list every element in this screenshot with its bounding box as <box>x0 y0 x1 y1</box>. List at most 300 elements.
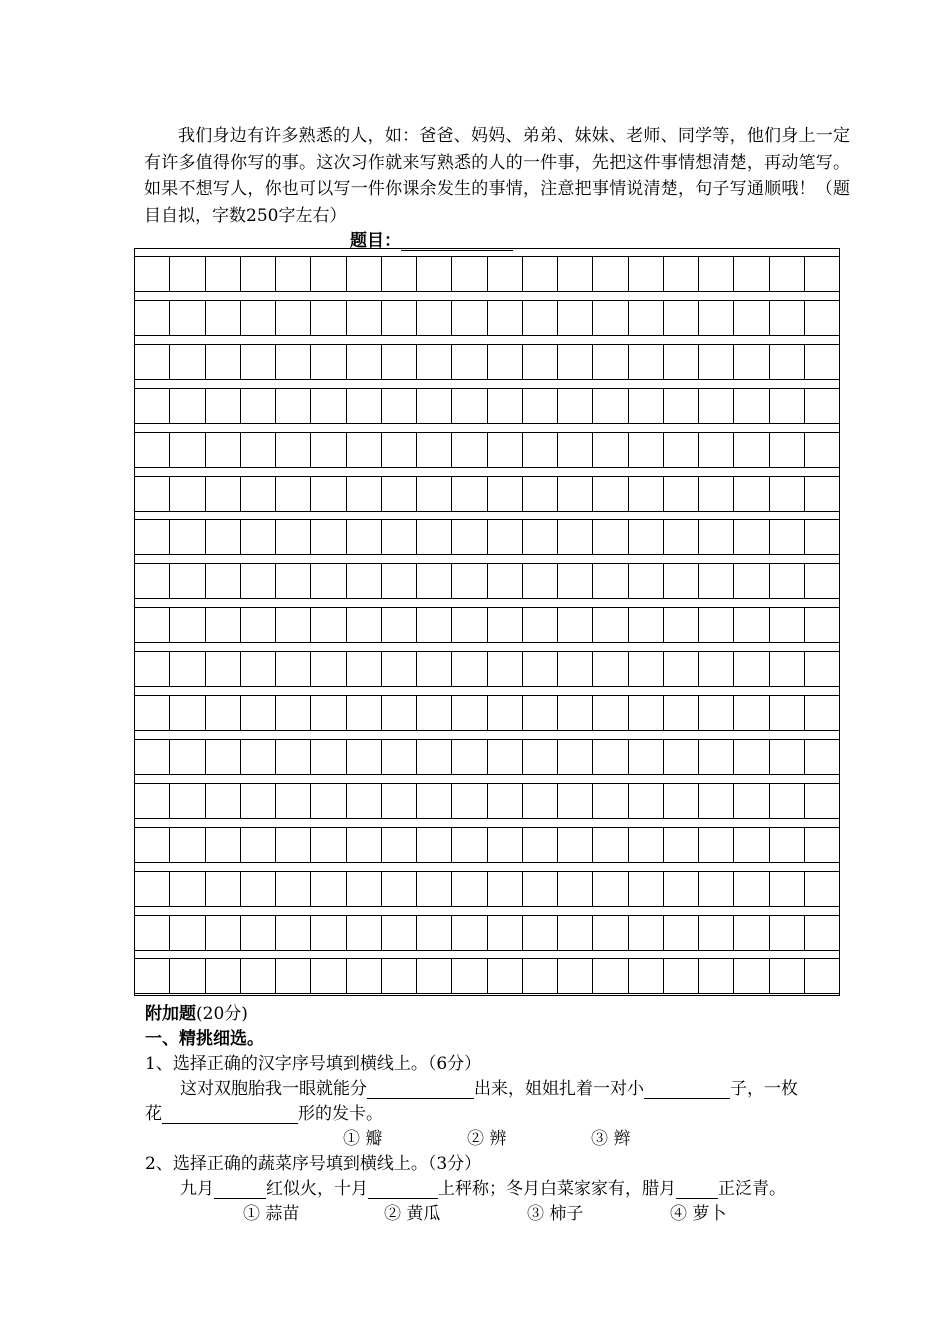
grid-cell[interactable] <box>169 300 204 336</box>
grid-cell[interactable] <box>769 300 804 336</box>
grid-cell[interactable] <box>416 607 451 643</box>
grid-cell[interactable] <box>769 695 804 731</box>
grid-cell[interactable] <box>487 871 522 907</box>
grid-cell[interactable] <box>557 476 592 512</box>
grid-cell[interactable] <box>381 388 416 424</box>
grid-cell[interactable] <box>275 915 310 951</box>
grid-cell[interactable] <box>733 432 768 468</box>
grid-cell[interactable] <box>522 871 557 907</box>
grid-cell[interactable] <box>451 300 486 336</box>
grid-cell[interactable] <box>346 739 381 775</box>
grid-cell[interactable] <box>663 344 698 380</box>
grid-cell[interactable] <box>416 563 451 599</box>
grid-cell[interactable] <box>592 783 627 819</box>
grid-cell[interactable] <box>381 958 416 994</box>
grid-cell[interactable] <box>557 958 592 994</box>
grid-cell[interactable] <box>557 563 592 599</box>
grid-cell[interactable] <box>733 871 768 907</box>
grid-cell[interactable] <box>135 344 169 380</box>
grid-cell[interactable] <box>487 695 522 731</box>
grid-cell[interactable] <box>804 651 839 687</box>
grid-cell[interactable] <box>310 256 345 292</box>
grid-cell[interactable] <box>733 827 768 863</box>
grid-cell[interactable] <box>135 432 169 468</box>
grid-cell[interactable] <box>240 607 275 643</box>
grid-cell[interactable] <box>804 958 839 994</box>
grid-cell[interactable] <box>346 388 381 424</box>
grid-cell[interactable] <box>733 388 768 424</box>
grid-cell[interactable] <box>451 519 486 555</box>
grid-cell[interactable] <box>628 827 663 863</box>
grid-cell[interactable] <box>557 300 592 336</box>
grid-cell[interactable] <box>628 607 663 643</box>
grid-cell[interactable] <box>451 432 486 468</box>
grid-cell[interactable] <box>487 827 522 863</box>
grid-cell[interactable] <box>769 783 804 819</box>
grid-cell[interactable] <box>592 300 627 336</box>
grid-cell[interactable] <box>135 871 169 907</box>
grid-cell[interactable] <box>346 915 381 951</box>
grid-cell[interactable] <box>240 432 275 468</box>
grid-cell[interactable] <box>346 827 381 863</box>
grid-cell[interactable] <box>451 783 486 819</box>
grid-cell[interactable] <box>346 783 381 819</box>
grid-cell[interactable] <box>275 388 310 424</box>
grid-cell[interactable] <box>663 871 698 907</box>
grid-cell[interactable] <box>381 256 416 292</box>
grid-cell[interactable] <box>522 783 557 819</box>
grid-cell[interactable] <box>346 519 381 555</box>
grid-cell[interactable] <box>169 344 204 380</box>
grid-cell[interactable] <box>346 563 381 599</box>
grid-cell[interactable] <box>381 432 416 468</box>
grid-cell[interactable] <box>769 607 804 643</box>
grid-cell[interactable] <box>557 739 592 775</box>
grid-cell[interactable] <box>804 344 839 380</box>
grid-cell[interactable] <box>663 827 698 863</box>
grid-cell[interactable] <box>310 739 345 775</box>
grid-cell[interactable] <box>769 388 804 424</box>
grid-cell[interactable] <box>487 958 522 994</box>
grid-cell[interactable] <box>663 476 698 512</box>
grid-cell[interactable] <box>275 344 310 380</box>
grid-cell[interactable] <box>240 256 275 292</box>
grid-cell[interactable] <box>416 344 451 380</box>
grid-cell[interactable] <box>381 783 416 819</box>
grid-cell[interactable] <box>310 915 345 951</box>
grid-cell[interactable] <box>733 256 768 292</box>
grid-cell[interactable] <box>592 256 627 292</box>
grid-cell[interactable] <box>169 958 204 994</box>
grid-cell[interactable] <box>698 958 733 994</box>
grid-cell[interactable] <box>663 607 698 643</box>
grid-cell[interactable] <box>346 871 381 907</box>
q1-blank-1[interactable] <box>367 1081 474 1099</box>
grid-cell[interactable] <box>346 695 381 731</box>
grid-cell[interactable] <box>381 651 416 687</box>
grid-cell[interactable] <box>804 519 839 555</box>
grid-cell[interactable] <box>346 607 381 643</box>
grid-cell[interactable] <box>205 519 240 555</box>
grid-cell[interactable] <box>205 256 240 292</box>
grid-cell[interactable] <box>769 563 804 599</box>
grid-cell[interactable] <box>240 958 275 994</box>
grid-cell[interactable] <box>275 695 310 731</box>
grid-cell[interactable] <box>663 519 698 555</box>
grid-cell[interactable] <box>416 695 451 731</box>
grid-cell[interactable] <box>381 476 416 512</box>
grid-cell[interactable] <box>733 958 768 994</box>
grid-cell[interactable] <box>240 783 275 819</box>
grid-cell[interactable] <box>522 827 557 863</box>
grid-cell[interactable] <box>592 827 627 863</box>
grid-cell[interactable] <box>733 476 768 512</box>
grid-cell[interactable] <box>592 432 627 468</box>
grid-cell[interactable] <box>275 432 310 468</box>
grid-cell[interactable] <box>592 915 627 951</box>
grid-cell[interactable] <box>663 915 698 951</box>
grid-cell[interactable] <box>135 519 169 555</box>
grid-cell[interactable] <box>240 871 275 907</box>
grid-cell[interactable] <box>733 651 768 687</box>
grid-cell[interactable] <box>240 519 275 555</box>
grid-cell[interactable] <box>769 915 804 951</box>
grid-cell[interactable] <box>592 739 627 775</box>
grid-cell[interactable] <box>592 871 627 907</box>
grid-cell[interactable] <box>487 476 522 512</box>
grid-cell[interactable] <box>135 739 169 775</box>
q2-blank-3[interactable] <box>676 1181 718 1199</box>
grid-cell[interactable] <box>628 256 663 292</box>
grid-cell[interactable] <box>169 607 204 643</box>
grid-cell[interactable] <box>663 695 698 731</box>
grid-cell[interactable] <box>310 344 345 380</box>
grid-cell[interactable] <box>169 563 204 599</box>
grid-cell[interactable] <box>592 695 627 731</box>
grid-cell[interactable] <box>733 563 768 599</box>
grid-cell[interactable] <box>310 432 345 468</box>
grid-cell[interactable] <box>135 388 169 424</box>
grid-cell[interactable] <box>663 563 698 599</box>
grid-cell[interactable] <box>275 476 310 512</box>
grid-cell[interactable] <box>733 344 768 380</box>
grid-cell[interactable] <box>169 783 204 819</box>
grid-cell[interactable] <box>416 739 451 775</box>
grid-cell[interactable] <box>381 300 416 336</box>
grid-cell[interactable] <box>522 563 557 599</box>
grid-cell[interactable] <box>628 783 663 819</box>
grid-cell[interactable] <box>733 300 768 336</box>
grid-cell[interactable] <box>698 915 733 951</box>
grid-cell[interactable] <box>205 607 240 643</box>
grid-cell[interactable] <box>628 476 663 512</box>
grid-cell[interactable] <box>451 915 486 951</box>
grid-cell[interactable] <box>169 476 204 512</box>
grid-cell[interactable] <box>205 300 240 336</box>
grid-cell[interactable] <box>663 739 698 775</box>
grid-cell[interactable] <box>487 388 522 424</box>
grid-cell[interactable] <box>769 827 804 863</box>
grid-cell[interactable] <box>663 783 698 819</box>
grid-cell[interactable] <box>733 783 768 819</box>
grid-cell[interactable] <box>557 432 592 468</box>
grid-cell[interactable] <box>733 695 768 731</box>
grid-cell[interactable] <box>804 256 839 292</box>
grid-cell[interactable] <box>135 300 169 336</box>
grid-cell[interactable] <box>557 519 592 555</box>
grid-cell[interactable] <box>804 827 839 863</box>
grid-cell[interactable] <box>733 915 768 951</box>
grid-cell[interactable] <box>205 695 240 731</box>
grid-cell[interactable] <box>169 739 204 775</box>
grid-cell[interactable] <box>804 915 839 951</box>
grid-cell[interactable] <box>240 915 275 951</box>
grid-cell[interactable] <box>522 739 557 775</box>
grid-cell[interactable] <box>310 519 345 555</box>
grid-cell[interactable] <box>592 519 627 555</box>
grid-cell[interactable] <box>381 344 416 380</box>
grid-cell[interactable] <box>346 958 381 994</box>
grid-cell[interactable] <box>804 300 839 336</box>
grid-cell[interactable] <box>416 827 451 863</box>
grid-cell[interactable] <box>628 915 663 951</box>
grid-cell[interactable] <box>275 783 310 819</box>
grid-cell[interactable] <box>346 300 381 336</box>
grid-cell[interactable] <box>205 651 240 687</box>
writing-grid[interactable] <box>134 248 840 996</box>
grid-cell[interactable] <box>663 432 698 468</box>
grid-cell[interactable] <box>663 256 698 292</box>
grid-cell[interactable] <box>628 519 663 555</box>
grid-cell[interactable] <box>522 432 557 468</box>
grid-cell[interactable] <box>169 695 204 731</box>
grid-cell[interactable] <box>169 519 204 555</box>
grid-cell[interactable] <box>275 256 310 292</box>
grid-cell[interactable] <box>698 827 733 863</box>
grid-cell[interactable] <box>487 563 522 599</box>
grid-cell[interactable] <box>240 827 275 863</box>
grid-cell[interactable] <box>628 563 663 599</box>
grid-cell[interactable] <box>310 607 345 643</box>
grid-cell[interactable] <box>592 388 627 424</box>
grid-cell[interactable] <box>698 651 733 687</box>
grid-cell[interactable] <box>522 607 557 643</box>
grid-cell[interactable] <box>310 651 345 687</box>
grid-cell[interactable] <box>275 651 310 687</box>
grid-cell[interactable] <box>240 344 275 380</box>
grid-cell[interactable] <box>628 432 663 468</box>
grid-cell[interactable] <box>416 871 451 907</box>
grid-cell[interactable] <box>135 563 169 599</box>
grid-cell[interactable] <box>804 871 839 907</box>
grid-cell[interactable] <box>275 871 310 907</box>
grid-cell[interactable] <box>698 519 733 555</box>
grid-cell[interactable] <box>381 915 416 951</box>
grid-cell[interactable] <box>557 256 592 292</box>
grid-cell[interactable] <box>310 300 345 336</box>
grid-cell[interactable] <box>592 651 627 687</box>
grid-cell[interactable] <box>169 651 204 687</box>
grid-cell[interactable] <box>135 915 169 951</box>
grid-cell[interactable] <box>592 344 627 380</box>
grid-cell[interactable] <box>275 563 310 599</box>
grid-cell[interactable] <box>628 344 663 380</box>
grid-cell[interactable] <box>804 783 839 819</box>
grid-cell[interactable] <box>275 607 310 643</box>
grid-cell[interactable] <box>487 344 522 380</box>
grid-cell[interactable] <box>628 958 663 994</box>
grid-cell[interactable] <box>804 388 839 424</box>
grid-cell[interactable] <box>733 519 768 555</box>
grid-cell[interactable] <box>557 695 592 731</box>
grid-cell[interactable] <box>169 432 204 468</box>
grid-cell[interactable] <box>275 958 310 994</box>
grid-cell[interactable] <box>240 476 275 512</box>
grid-cell[interactable] <box>698 871 733 907</box>
grid-cell[interactable] <box>416 476 451 512</box>
grid-cell[interactable] <box>381 871 416 907</box>
grid-cell[interactable] <box>135 827 169 863</box>
grid-cell[interactable] <box>310 783 345 819</box>
grid-cell[interactable] <box>698 695 733 731</box>
grid-cell[interactable] <box>169 871 204 907</box>
grid-cell[interactable] <box>487 519 522 555</box>
grid-cell[interactable] <box>381 739 416 775</box>
grid-cell[interactable] <box>804 432 839 468</box>
grid-cell[interactable] <box>169 915 204 951</box>
grid-cell[interactable] <box>557 871 592 907</box>
grid-cell[interactable] <box>522 915 557 951</box>
grid-cell[interactable] <box>135 476 169 512</box>
grid-cell[interactable] <box>769 651 804 687</box>
grid-cell[interactable] <box>310 695 345 731</box>
grid-cell[interactable] <box>663 651 698 687</box>
grid-cell[interactable] <box>381 607 416 643</box>
grid-cell[interactable] <box>135 695 169 731</box>
grid-cell[interactable] <box>310 563 345 599</box>
grid-cell[interactable] <box>451 607 486 643</box>
grid-cell[interactable] <box>592 476 627 512</box>
grid-cell[interactable] <box>557 388 592 424</box>
grid-cell[interactable] <box>487 739 522 775</box>
grid-cell[interactable] <box>416 300 451 336</box>
grid-cell[interactable] <box>205 915 240 951</box>
grid-cell[interactable] <box>769 871 804 907</box>
grid-cell[interactable] <box>416 651 451 687</box>
grid-cell[interactable] <box>451 695 486 731</box>
grid-cell[interactable] <box>451 563 486 599</box>
grid-cell[interactable] <box>275 300 310 336</box>
grid-cell[interactable] <box>275 827 310 863</box>
grid-cell[interactable] <box>628 695 663 731</box>
grid-cell[interactable] <box>557 915 592 951</box>
grid-cell[interactable] <box>169 827 204 863</box>
grid-cell[interactable] <box>416 256 451 292</box>
grid-cell[interactable] <box>522 256 557 292</box>
grid-cell[interactable] <box>451 871 486 907</box>
grid-cell[interactable] <box>205 783 240 819</box>
grid-cell[interactable] <box>628 651 663 687</box>
grid-cell[interactable] <box>663 300 698 336</box>
grid-cell[interactable] <box>804 476 839 512</box>
grid-cell[interactable] <box>310 388 345 424</box>
grid-cell[interactable] <box>769 958 804 994</box>
grid-cell[interactable] <box>804 563 839 599</box>
grid-cell[interactable] <box>698 739 733 775</box>
grid-cell[interactable] <box>522 476 557 512</box>
grid-cell[interactable] <box>769 432 804 468</box>
grid-cell[interactable] <box>416 915 451 951</box>
grid-cell[interactable] <box>698 476 733 512</box>
grid-cell[interactable] <box>381 827 416 863</box>
grid-cell[interactable] <box>381 695 416 731</box>
grid-cell[interactable] <box>205 388 240 424</box>
grid-cell[interactable] <box>310 871 345 907</box>
grid-cell[interactable] <box>628 388 663 424</box>
grid-cell[interactable] <box>769 256 804 292</box>
grid-cell[interactable] <box>592 607 627 643</box>
grid-cell[interactable] <box>346 651 381 687</box>
grid-cell[interactable] <box>310 476 345 512</box>
grid-cell[interactable] <box>275 519 310 555</box>
grid-cell[interactable] <box>663 388 698 424</box>
grid-cell[interactable] <box>804 695 839 731</box>
grid-cell[interactable] <box>451 958 486 994</box>
grid-cell[interactable] <box>310 958 345 994</box>
grid-cell[interactable] <box>628 300 663 336</box>
grid-cell[interactable] <box>416 432 451 468</box>
grid-cell[interactable] <box>487 651 522 687</box>
grid-cell[interactable] <box>451 388 486 424</box>
grid-cell[interactable] <box>416 388 451 424</box>
grid-cell[interactable] <box>416 783 451 819</box>
grid-cell[interactable] <box>663 958 698 994</box>
grid-cell[interactable] <box>240 563 275 599</box>
grid-cell[interactable] <box>698 432 733 468</box>
grid-cell[interactable] <box>135 783 169 819</box>
grid-cell[interactable] <box>592 958 627 994</box>
grid-cell[interactable] <box>416 958 451 994</box>
grid-cell[interactable] <box>451 476 486 512</box>
grid-cell[interactable] <box>557 783 592 819</box>
grid-cell[interactable] <box>451 739 486 775</box>
grid-cell[interactable] <box>698 256 733 292</box>
grid-cell[interactable] <box>135 256 169 292</box>
grid-cell[interactable] <box>451 827 486 863</box>
grid-cell[interactable] <box>557 607 592 643</box>
q1-blank-2[interactable] <box>644 1081 730 1099</box>
grid-cell[interactable] <box>240 651 275 687</box>
grid-cell[interactable] <box>522 300 557 336</box>
grid-cell[interactable] <box>240 695 275 731</box>
grid-cell[interactable] <box>769 739 804 775</box>
grid-cell[interactable] <box>451 256 486 292</box>
grid-cell[interactable] <box>592 563 627 599</box>
grid-cell[interactable] <box>557 344 592 380</box>
grid-cell[interactable] <box>346 256 381 292</box>
grid-cell[interactable] <box>381 563 416 599</box>
grid-cell[interactable] <box>628 739 663 775</box>
grid-cell[interactable] <box>522 651 557 687</box>
grid-cell[interactable] <box>698 300 733 336</box>
grid-cell[interactable] <box>346 432 381 468</box>
grid-cell[interactable] <box>416 519 451 555</box>
grid-cell[interactable] <box>804 739 839 775</box>
grid-cell[interactable] <box>698 783 733 819</box>
grid-cell[interactable] <box>698 563 733 599</box>
grid-cell[interactable] <box>205 432 240 468</box>
grid-cell[interactable] <box>205 344 240 380</box>
